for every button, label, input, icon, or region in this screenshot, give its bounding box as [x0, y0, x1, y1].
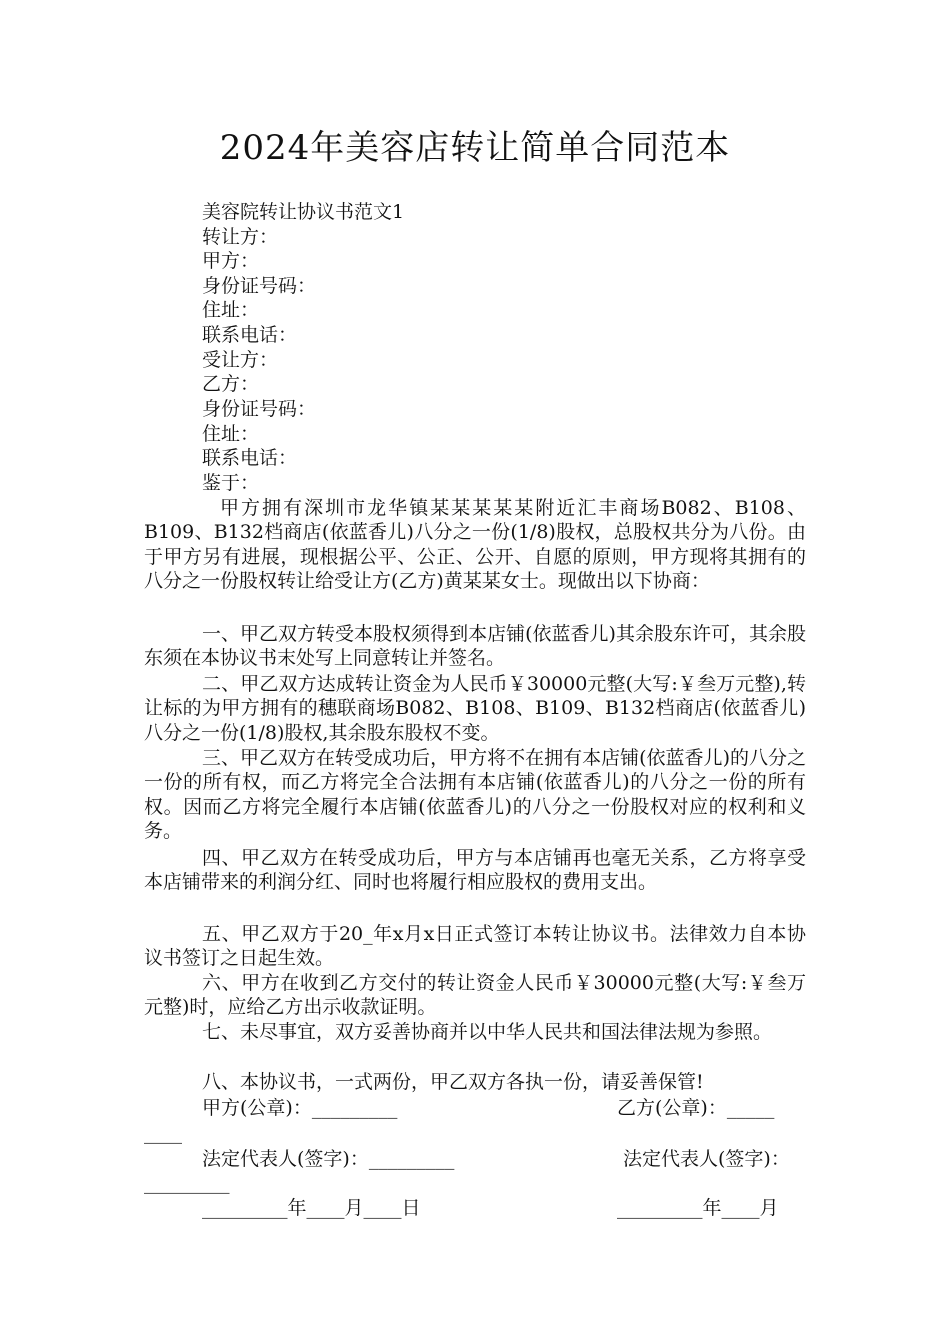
- whereas-label: 鉴于：: [202, 472, 260, 494]
- representative-a-line: 法定代表人(签字)：_________: [202, 1148, 455, 1170]
- transferee-heading: 受让方：: [202, 349, 279, 371]
- clause-1: 一、甲乙双方转受本股权须得到本店铺(依蓝香儿)其余股东许可，其余股东须在本协议书末处写上同意转让并签名。: [144, 623, 806, 670]
- transferor-id-number: 身份证号码：: [202, 275, 317, 297]
- transferor-party: 甲方：: [202, 250, 260, 272]
- clause-2: 二、甲乙双方达成转让资金为人民币￥30000元整(大写:￥叁万元整),转让标的为甲方拥有的穗联商场B082、B108、B109、B132档商店(依蓝香儿)八分之一份(1/8)股权,其余股东股权不变。: [144, 673, 806, 744]
- transferor-phone: 联系电话：: [202, 324, 298, 346]
- subtitle: 美容院转让协议书范文1: [202, 201, 405, 223]
- clause-3: 三、甲乙双方在转受成功后，甲方将不在拥有本店铺(依蓝香儿)的八分之一份的所有权，而乙方将完全合法拥有本店铺(依蓝香儿)的八分之一份的所有权。因而乙方将完全履行本店铺(依蓝香儿)的八分之一份股权对应的权利和义务。: [144, 747, 806, 843]
- transferee-address: 住址：: [202, 423, 260, 445]
- clause-5: 五、甲乙双方于20_年x月x日正式签订本转让协议书。法律效力自本协议书签订之日起生效。: [144, 923, 806, 970]
- party-b-seal-line: 乙方(公章)：_____: [617, 1097, 775, 1119]
- party-a-seal-line: 甲方(公章)：_________: [202, 1097, 398, 1119]
- transferee-party: 乙方：: [202, 373, 260, 395]
- transferee-phone: 联系电话：: [202, 447, 298, 469]
- representative-b-line: 法定代表人(签字)：: [623, 1148, 790, 1170]
- clause-8: 八、本协议书，一式两份，甲乙双方各执一份，请妥善保管!: [202, 1071, 704, 1093]
- clause-4: 四、甲乙双方在转受成功后，甲方与本店铺再也毫无关系，乙方将享受本店铺带来的利润分红、同时也将履行相应股权的费用支出。: [144, 847, 806, 894]
- clause-6: 六、甲方在收到乙方交付的转让资金人民币￥30000元整(大写:￥叁万元整)时，应给乙方出示收款证明。: [144, 972, 806, 1019]
- transferee-id-number: 身份证号码：: [202, 398, 317, 420]
- date-line-a: _________年____月____日: [202, 1197, 421, 1219]
- transferor-address: 住址：: [202, 299, 260, 321]
- party-b-seal-line-cont: ____: [144, 1122, 182, 1144]
- transferor-heading: 转让方：: [202, 226, 279, 248]
- paragraph-intro: 甲方拥有深圳市龙华镇某某某某某附近汇丰商场B082、B108、B109、B132档商店(依蓝香儿)八分之一份(1/8)股权，总股权共分为八份。由于甲方另有进展，现根据公平、公正、公开、自愿的原则，甲方现将其拥有的八分之一份股权转让给受让方(乙方)黄某某女士。现做出以下协商：: [144, 497, 806, 593]
- representative-b-line-cont: _________: [144, 1172, 230, 1194]
- clause-7: 七、未尽事宜，双方妥善协商并以中华人民共和国法律法规为参照。: [202, 1021, 773, 1043]
- date-line-b: _________年____月: [617, 1197, 779, 1219]
- document-title: 2024年美容店转让简单合同范本: [219, 128, 731, 168]
